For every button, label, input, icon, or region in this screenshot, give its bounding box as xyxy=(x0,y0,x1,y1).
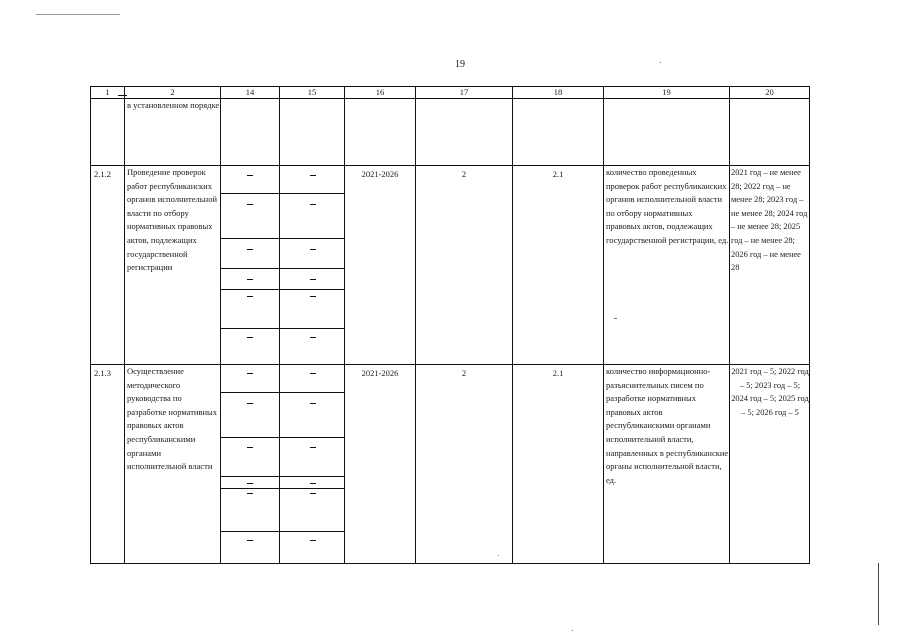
row-period: 2021-2026 xyxy=(345,365,416,563)
row-indicator: количество проведенных проверок работ республиканских органов исполнительной власти по отбору нормативных правовых актов, подлежащих государственной регистрации, ед. xyxy=(604,166,730,364)
row-period: 2021-2026 xyxy=(345,166,416,364)
top-rule xyxy=(36,14,120,15)
header-cell: 19 xyxy=(604,87,730,98)
table-header-row xyxy=(91,87,809,98)
table-row xyxy=(91,165,809,364)
col14-cell xyxy=(221,365,280,563)
header-cell: 20 xyxy=(765,87,774,97)
row-targets: 2021 год – не менее 28; 2022 год – не менее 28; 2023 год – не менее 28; 2024 год – не менее 28; 2025 год – не менее 28; 2026 год – не менее 28 xyxy=(731,168,808,273)
row-code: 2.1.2 xyxy=(91,166,125,364)
scan-margin-line xyxy=(878,563,879,625)
row-col17 xyxy=(416,99,513,165)
row-targets xyxy=(730,99,809,165)
col14-cell xyxy=(221,99,280,165)
row-name: в установленном порядке xyxy=(125,99,221,165)
plan-table xyxy=(90,86,810,564)
header-cell: 14 xyxy=(221,87,280,98)
header-cell: 18 xyxy=(513,87,604,98)
row-code xyxy=(91,99,125,165)
row-col17: 2 xyxy=(416,166,513,364)
col15-cell xyxy=(280,365,345,563)
row-indicator: количество информационно-разъяснительных писем по разработке нормативных правовых актов республиканскими органами исполнительной власти, направленных в республиканские органы исполнительной власти, ед. xyxy=(604,365,730,563)
scan-dot xyxy=(660,62,661,63)
row-code: 2.1.3 xyxy=(91,365,125,563)
table-row xyxy=(91,98,809,165)
row-period xyxy=(345,99,416,165)
row-col18: 2.1 xyxy=(513,166,604,364)
table-row xyxy=(91,364,809,563)
row-col17: 2 xyxy=(416,365,513,563)
col14-cell xyxy=(221,166,280,364)
page-number: 19 xyxy=(455,59,465,70)
row-name: Проведение проверок работ республиканских органов исполнительной власти по отбору нормативных правовых актов, подлежащих государственной регистрации xyxy=(125,166,221,364)
col15-cell xyxy=(280,99,345,165)
row-indicator xyxy=(604,99,730,165)
row-col18 xyxy=(513,99,604,165)
row-name: Осуществление методического руководства по разработке нормативных правовых актов республиканскими органами исполнительной власти xyxy=(125,365,221,563)
header-cell: 2 xyxy=(125,87,221,98)
scan-dot xyxy=(572,630,573,631)
row-col18: 2.1 xyxy=(513,365,604,563)
row-targets: 2021 год – 5; 2022 год – 5; 2023 год – 5; 2024 год – 5; 2025 год – 5; 2026 год – 5 xyxy=(731,367,809,417)
col15-cell xyxy=(280,166,345,364)
header-cell: 1 xyxy=(91,87,125,98)
header-cell: 15 xyxy=(280,87,345,98)
header-cell: 17 xyxy=(416,87,513,98)
header-cell: 16 xyxy=(345,87,416,98)
